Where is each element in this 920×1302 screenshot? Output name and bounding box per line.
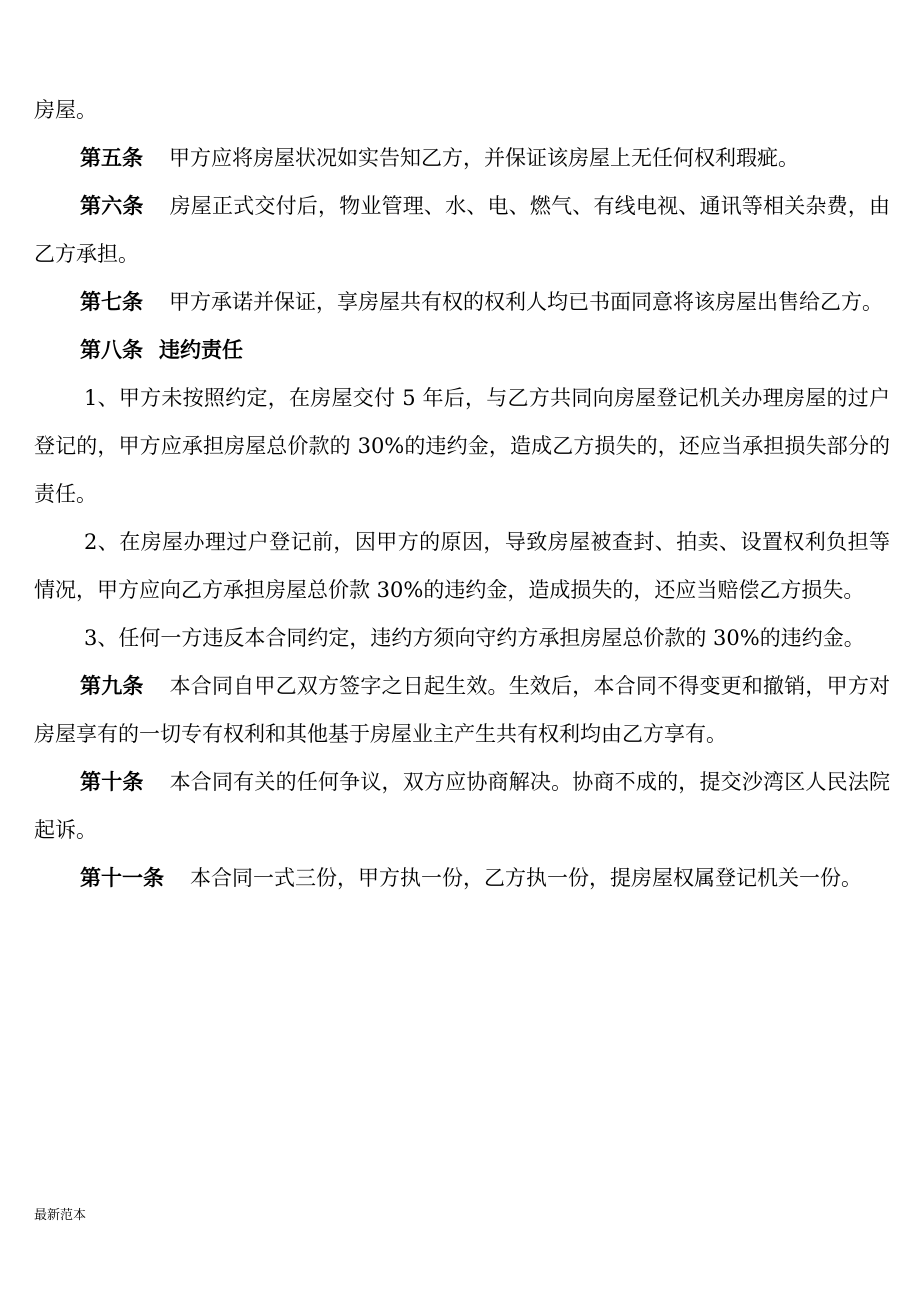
paragraph-text: 3、任何一方违反本合同约定，违约方须向守约方承担房屋总价款的 30%的违约金。 xyxy=(84,626,865,650)
clause-3 xyxy=(34,614,890,662)
article-heading: 第十一条 xyxy=(80,865,164,890)
article-heading: 第九条 xyxy=(80,673,144,698)
article-9 xyxy=(34,662,890,758)
paragraph-text: 2、在房屋办理过户登记前，因甲方的原因，导致房屋被查封、拍卖、设置权利负担等情况，甲方应向乙方承担房屋总价款 30%的违约金，造成损失的，还应当赔偿乙方损失。 xyxy=(34,530,890,602)
article-heading: 第五条 xyxy=(80,145,143,170)
article-heading: 第十条 xyxy=(80,769,144,794)
paragraph-text: 本合同自甲乙双方签字之日起生效。生效后，本合同不得变更和撤销，甲方对房屋享有的一切专有权利和其他基于房屋业主产生共有权利均由乙方享有。 xyxy=(34,674,891,746)
paragraph-text: 本合同有关的任何争议，双方应协商解决。协商不成的，提交沙湾区人民法院起诉。 xyxy=(34,770,891,842)
paragraph-text: 违约责任 xyxy=(159,337,243,362)
article-8 xyxy=(34,326,890,374)
article-10 xyxy=(34,758,890,854)
paragraph-text: 房屋正式交付后，物业管理、水、电、燃气、有线电视、通讯等相关杂费，由乙方承担。 xyxy=(34,194,891,266)
footer-label: 最新范本 xyxy=(34,1208,87,1223)
article-11 xyxy=(34,854,890,902)
paragraph-text: 1、甲方未按照约定，在房屋交付 5 年后，与乙方共同向房屋登记机关办理房屋的过户登记的，甲方应承担房屋总价款的 30%的违约金，造成乙方损失的，还应当承担损失部分的责任。 xyxy=(34,386,890,506)
article-heading: 第七条 xyxy=(80,289,143,314)
article-7 xyxy=(34,278,890,326)
paragraph-text: 甲方应将房屋状况如实告知乙方，并保证该房屋上无任何权利瑕疵。 xyxy=(169,146,799,170)
article-5 xyxy=(34,134,890,182)
article-heading: 第八条 xyxy=(80,337,143,362)
clause-2 xyxy=(34,518,890,614)
document-body xyxy=(34,86,890,902)
clause-1 xyxy=(34,374,890,518)
article-heading: 第六条 xyxy=(80,193,144,218)
paragraph-continuation xyxy=(34,86,890,134)
article-6 xyxy=(34,182,890,278)
paragraph-text: 本合同一式三份，甲方执一份，乙方执一份，提房屋权属登记机关一份。 xyxy=(190,866,862,890)
paragraph-text: 房屋。 xyxy=(34,98,97,122)
paragraph-text: 甲方承诺并保证，享房屋共有权的权利人均已书面同意将该房屋出售给乙方。 xyxy=(169,290,883,314)
